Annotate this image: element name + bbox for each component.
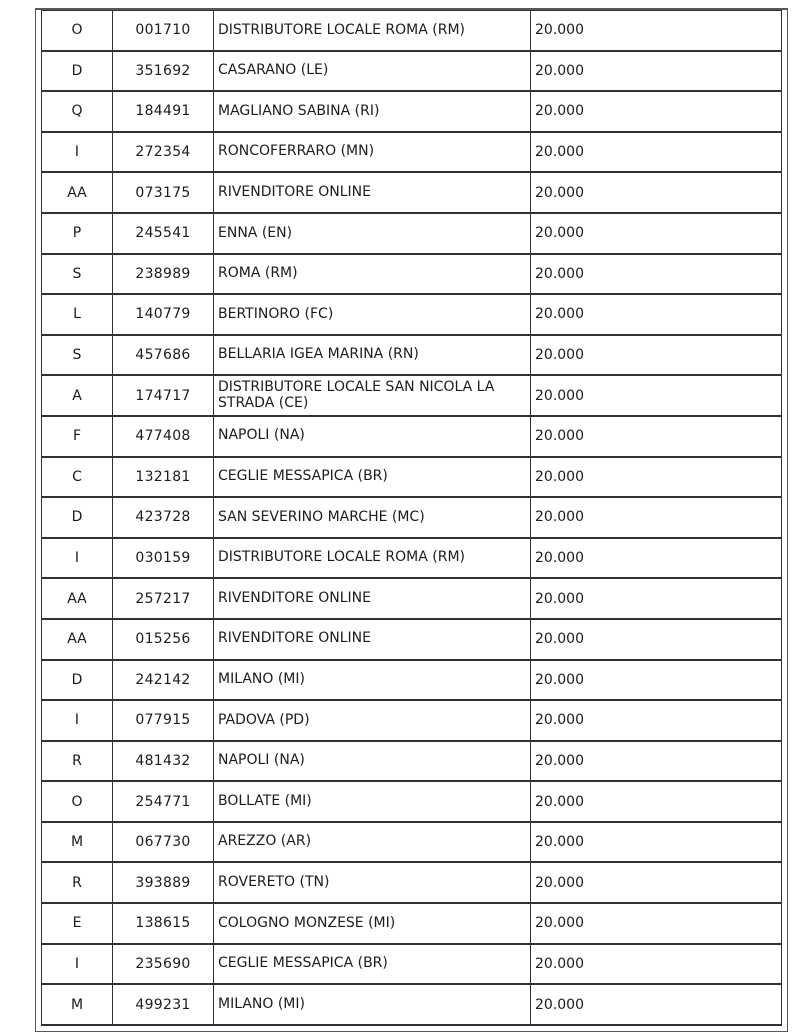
ticket-number-cell: 174717 [113, 375, 214, 416]
table-row [42, 497, 782, 538]
ticket-number-cell: 235690 [113, 944, 214, 985]
prize-amount-cell: 20.000 [531, 375, 782, 416]
ticket-number-cell: 140779 [113, 294, 214, 335]
location-cell: BOLLATE (MI) [214, 781, 531, 822]
category-letter-cell: P [42, 213, 113, 254]
table-row [42, 984, 782, 1025]
location-cell: ROMA (RM) [214, 254, 531, 295]
table-row [42, 416, 782, 457]
prize-amount-cell: 20.000 [531, 91, 782, 132]
location-cell: DISTRIBUTORE LOCALE SAN NICOLA LA STRADA (CE) [214, 375, 531, 416]
table-row [42, 172, 782, 213]
table-row [42, 700, 782, 741]
category-letter-cell: S [42, 335, 113, 376]
table-row [42, 91, 782, 132]
location-cell: SAN SEVERINO MARCHE (MC) [214, 497, 531, 538]
table-row [42, 254, 782, 295]
table-row [42, 619, 782, 660]
category-letter-cell: I [42, 700, 113, 741]
category-letter-cell: S [42, 254, 113, 295]
table-row [42, 538, 782, 579]
category-letter-cell: D [42, 660, 113, 701]
location-cell: ENNA (EN) [214, 213, 531, 254]
ticket-number-cell: 001710 [113, 11, 214, 51]
table-row [42, 781, 782, 822]
prize-amount-cell: 20.000 [531, 457, 782, 498]
table-row [42, 578, 782, 619]
category-letter-cell: AA [42, 172, 113, 213]
category-letter-cell: E [42, 903, 113, 944]
ticket-number-cell: 393889 [113, 862, 214, 903]
prize-amount-cell: 20.000 [531, 944, 782, 985]
table-row [42, 822, 782, 863]
prize-amount-cell: 20.000 [531, 781, 782, 822]
location-cell: CASARANO (LE) [214, 51, 531, 92]
ticket-number-cell: 030159 [113, 538, 214, 579]
prize-amount-cell: 20.000 [531, 538, 782, 579]
category-letter-cell: L [42, 294, 113, 335]
table-row [42, 457, 782, 498]
category-letter-cell: R [42, 741, 113, 782]
ticket-number-cell: 457686 [113, 335, 214, 376]
ticket-number-cell: 242142 [113, 660, 214, 701]
prize-amount-cell: 20.000 [531, 172, 782, 213]
table-row [42, 862, 782, 903]
prize-amount-cell: 20.000 [531, 619, 782, 660]
table-row [42, 51, 782, 92]
prize-amount-cell: 20.000 [531, 335, 782, 376]
category-letter-cell: I [42, 944, 113, 985]
location-cell: BERTINORO (FC) [214, 294, 531, 335]
location-cell: MAGLIANO SABINA (RI) [214, 91, 531, 132]
ticket-number-cell: 015256 [113, 619, 214, 660]
prize-amount-cell: 20.000 [531, 862, 782, 903]
table-row [42, 944, 782, 985]
category-letter-cell: F [42, 416, 113, 457]
prize-amount-cell: 20.000 [531, 254, 782, 295]
table-row [42, 375, 782, 416]
table-row [42, 335, 782, 376]
location-cell: PADOVA (PD) [214, 700, 531, 741]
category-letter-cell: M [42, 822, 113, 863]
prize-amount-cell: 20.000 [531, 822, 782, 863]
category-letter-cell: I [42, 538, 113, 579]
category-letter-cell: O [42, 11, 113, 51]
category-letter-cell: I [42, 132, 113, 173]
table-row [42, 132, 782, 173]
location-cell: RIVENDITORE ONLINE [214, 619, 531, 660]
ticket-number-cell: 257217 [113, 578, 214, 619]
ticket-number-cell: 073175 [113, 172, 214, 213]
prize-amount-cell: 20.000 [531, 294, 782, 335]
ticket-number-cell: 067730 [113, 822, 214, 863]
ticket-number-cell: 238989 [113, 254, 214, 295]
prize-amount-cell: 20.000 [531, 984, 782, 1025]
ticket-number-cell: 477408 [113, 416, 214, 457]
winners-table-body [42, 11, 782, 1025]
category-letter-cell: C [42, 457, 113, 498]
location-cell: RIVENDITORE ONLINE [214, 172, 531, 213]
category-letter-cell: M [42, 984, 113, 1025]
table-row [42, 213, 782, 254]
ticket-number-cell: 423728 [113, 497, 214, 538]
category-letter-cell: AA [42, 578, 113, 619]
category-letter-cell: A [42, 375, 113, 416]
prize-amount-cell: 20.000 [531, 578, 782, 619]
category-letter-cell: D [42, 497, 113, 538]
prize-amount-cell: 20.000 [531, 700, 782, 741]
prize-amount-cell: 20.000 [531, 416, 782, 457]
prize-amount-cell: 20.000 [531, 132, 782, 173]
location-cell: MILANO (MI) [214, 660, 531, 701]
table-row [42, 294, 782, 335]
prize-amount-cell: 20.000 [531, 213, 782, 254]
ticket-number-cell: 132181 [113, 457, 214, 498]
prize-amount-cell: 20.000 [531, 51, 782, 92]
ticket-number-cell: 351692 [113, 51, 214, 92]
table-row [42, 903, 782, 944]
winners-table-frame [35, 8, 788, 1032]
location-cell: ROVERETO (TN) [214, 862, 531, 903]
location-cell: CEGLIE MESSAPICA (BR) [214, 944, 531, 985]
ticket-number-cell: 499231 [113, 984, 214, 1025]
table-row [42, 741, 782, 782]
winners-table [41, 10, 782, 1026]
location-cell: NAPOLI (NA) [214, 416, 531, 457]
location-cell: NAPOLI (NA) [214, 741, 531, 782]
category-letter-cell: D [42, 51, 113, 92]
table-row [42, 11, 782, 51]
prize-amount-cell: 20.000 [531, 497, 782, 538]
prize-amount-cell: 20.000 [531, 660, 782, 701]
location-cell: RIVENDITORE ONLINE [214, 578, 531, 619]
prize-amount-cell: 20.000 [531, 741, 782, 782]
location-cell: RONCOFERRARO (MN) [214, 132, 531, 173]
ticket-number-cell: 481432 [113, 741, 214, 782]
location-cell: DISTRIBUTORE LOCALE ROMA (RM) [214, 11, 531, 51]
location-cell: CEGLIE MESSAPICA (BR) [214, 457, 531, 498]
prize-amount-cell: 20.000 [531, 903, 782, 944]
ticket-number-cell: 077915 [113, 700, 214, 741]
location-cell: AREZZO (AR) [214, 822, 531, 863]
location-cell: BELLARIA IGEA MARINA (RN) [214, 335, 531, 376]
ticket-number-cell: 138615 [113, 903, 214, 944]
category-letter-cell: R [42, 862, 113, 903]
ticket-number-cell: 272354 [113, 132, 214, 173]
category-letter-cell: Q [42, 91, 113, 132]
ticket-number-cell: 245541 [113, 213, 214, 254]
table-row [42, 660, 782, 701]
ticket-number-cell: 184491 [113, 91, 214, 132]
prize-amount-cell: 20.000 [531, 11, 782, 51]
location-cell: COLOGNO MONZESE (MI) [214, 903, 531, 944]
category-letter-cell: O [42, 781, 113, 822]
location-cell: MILANO (MI) [214, 984, 531, 1025]
ticket-number-cell: 254771 [113, 781, 214, 822]
location-cell: DISTRIBUTORE LOCALE ROMA (RM) [214, 538, 531, 579]
category-letter-cell: AA [42, 619, 113, 660]
